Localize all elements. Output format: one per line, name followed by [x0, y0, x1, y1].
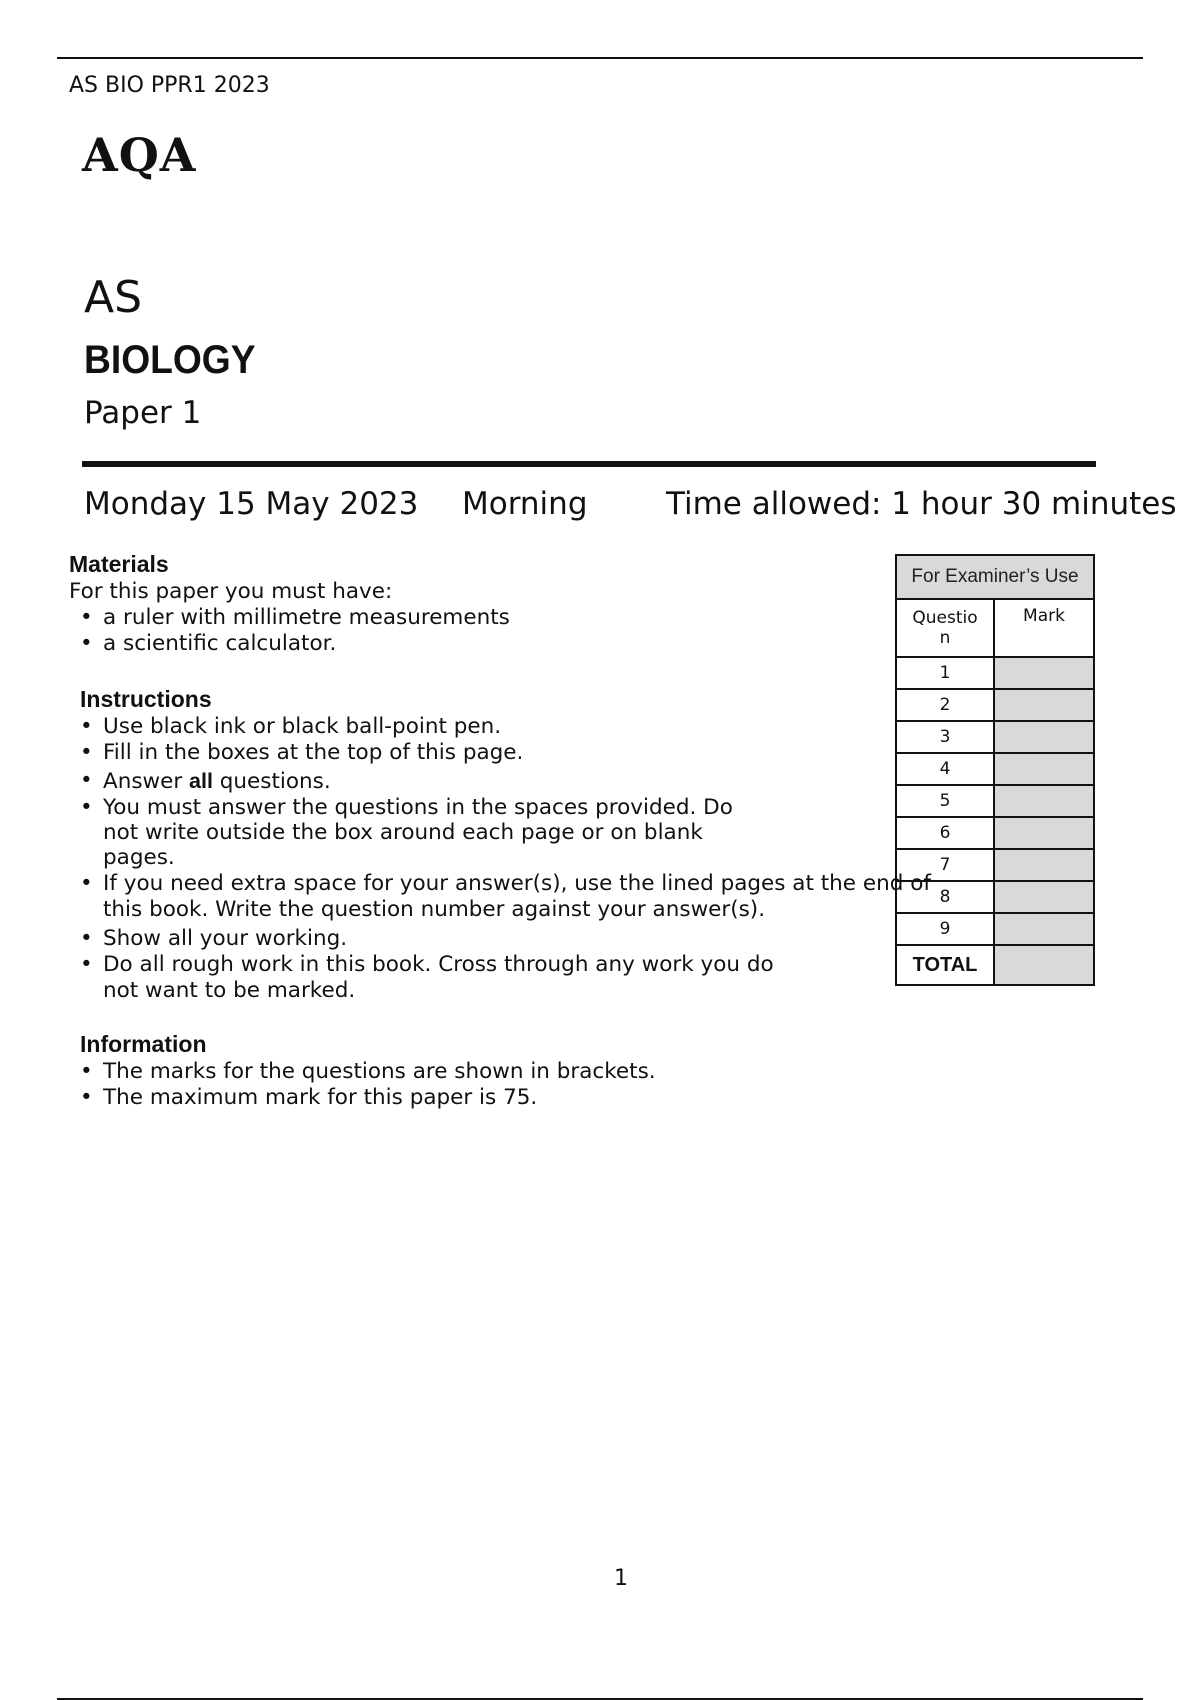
information-item: • The maximum mark for this paper is 75. — [80, 1085, 538, 1110]
bullet-icon: • — [80, 631, 93, 656]
total-label: TOTAL — [896, 945, 994, 985]
mark-cell — [994, 785, 1094, 817]
mark-column-header: Mark — [994, 599, 1094, 657]
question-number: 5 — [896, 785, 994, 817]
instructions-heading: Instructions — [80, 686, 212, 712]
aqa-logo: AQA — [82, 128, 197, 182]
materials-item: • a ruler with millimetre measurements — [80, 605, 510, 630]
total-mark-cell — [994, 945, 1094, 985]
mark-cell — [994, 849, 1094, 881]
materials-heading: Materials — [69, 551, 169, 577]
mark-cell — [994, 721, 1094, 753]
paper-title: Paper 1 — [84, 395, 202, 431]
bullet-icon: • — [80, 926, 93, 951]
instruction-item: • Fill in the boxes at the top of this page. — [80, 740, 524, 765]
bullet-icon: • — [80, 768, 93, 793]
mark-cell — [994, 657, 1094, 689]
bullet-icon: • — [80, 605, 93, 630]
information-item: • The marks for the questions are shown in brackets. — [80, 1059, 656, 1084]
title-divider — [82, 461, 1096, 467]
question-number: 8 — [896, 881, 994, 913]
information-heading: Information — [80, 1031, 207, 1057]
exam-session: Morning — [462, 486, 588, 522]
instruction-item: • Show all your working. — [80, 926, 348, 951]
question-number: 2 — [896, 689, 994, 721]
examiner-use-table — [895, 554, 1095, 986]
time-allowed: Time allowed: 1 hour 30 minutes — [666, 486, 1177, 522]
mark-cell — [994, 817, 1094, 849]
bullet-icon: • — [80, 1059, 93, 1084]
materials-item: • a scientific calculator. — [80, 631, 337, 656]
top-rule — [57, 57, 1143, 59]
bullet-icon: • — [80, 871, 93, 896]
bullet-icon: • — [80, 740, 93, 765]
page-number: 1 — [614, 1566, 628, 1591]
materials-intro: For this paper you must have: — [69, 579, 393, 604]
bullet-icon: • — [80, 952, 93, 977]
mark-cell — [994, 881, 1094, 913]
bullet-icon: • — [80, 795, 93, 820]
subject-title: BIOLOGY — [84, 338, 256, 382]
mark-cell — [994, 689, 1094, 721]
instruction-item: • Use black ink or black ball-point pen. — [80, 714, 502, 739]
instruction-item: • You must answer the questions in the spaces provided. Do not write outside the box around each page or on blank pages. — [80, 795, 733, 870]
bullet-icon: • — [80, 1085, 93, 1110]
question-column-header: Questio n — [896, 599, 994, 657]
mark-cell — [994, 913, 1094, 945]
question-number: 6 — [896, 817, 994, 849]
question-number: 7 — [896, 849, 994, 881]
question-number: 3 — [896, 721, 994, 753]
exam-date: Monday 15 May 2023 — [84, 486, 419, 522]
mark-cell — [994, 753, 1094, 785]
instruction-item: • Do all rough work in this book. Cross through any work you do not want to be marked. — [80, 952, 774, 1003]
paper-code: AS BIO PPR1 2023 — [69, 73, 270, 98]
examiner-table-title: For Examiner’s Use — [896, 555, 1094, 599]
question-number: 4 — [896, 753, 994, 785]
bullet-icon: • — [80, 714, 93, 739]
instruction-item: • Answer all questions. — [80, 768, 331, 794]
qualification-level: AS — [84, 272, 143, 323]
instruction-item: • If you need extra space for your answer(s), use the lined pages at the end of this book. Write the question number against your answer(s). — [80, 871, 931, 922]
question-number: 9 — [896, 913, 994, 945]
question-number: 1 — [896, 657, 994, 689]
